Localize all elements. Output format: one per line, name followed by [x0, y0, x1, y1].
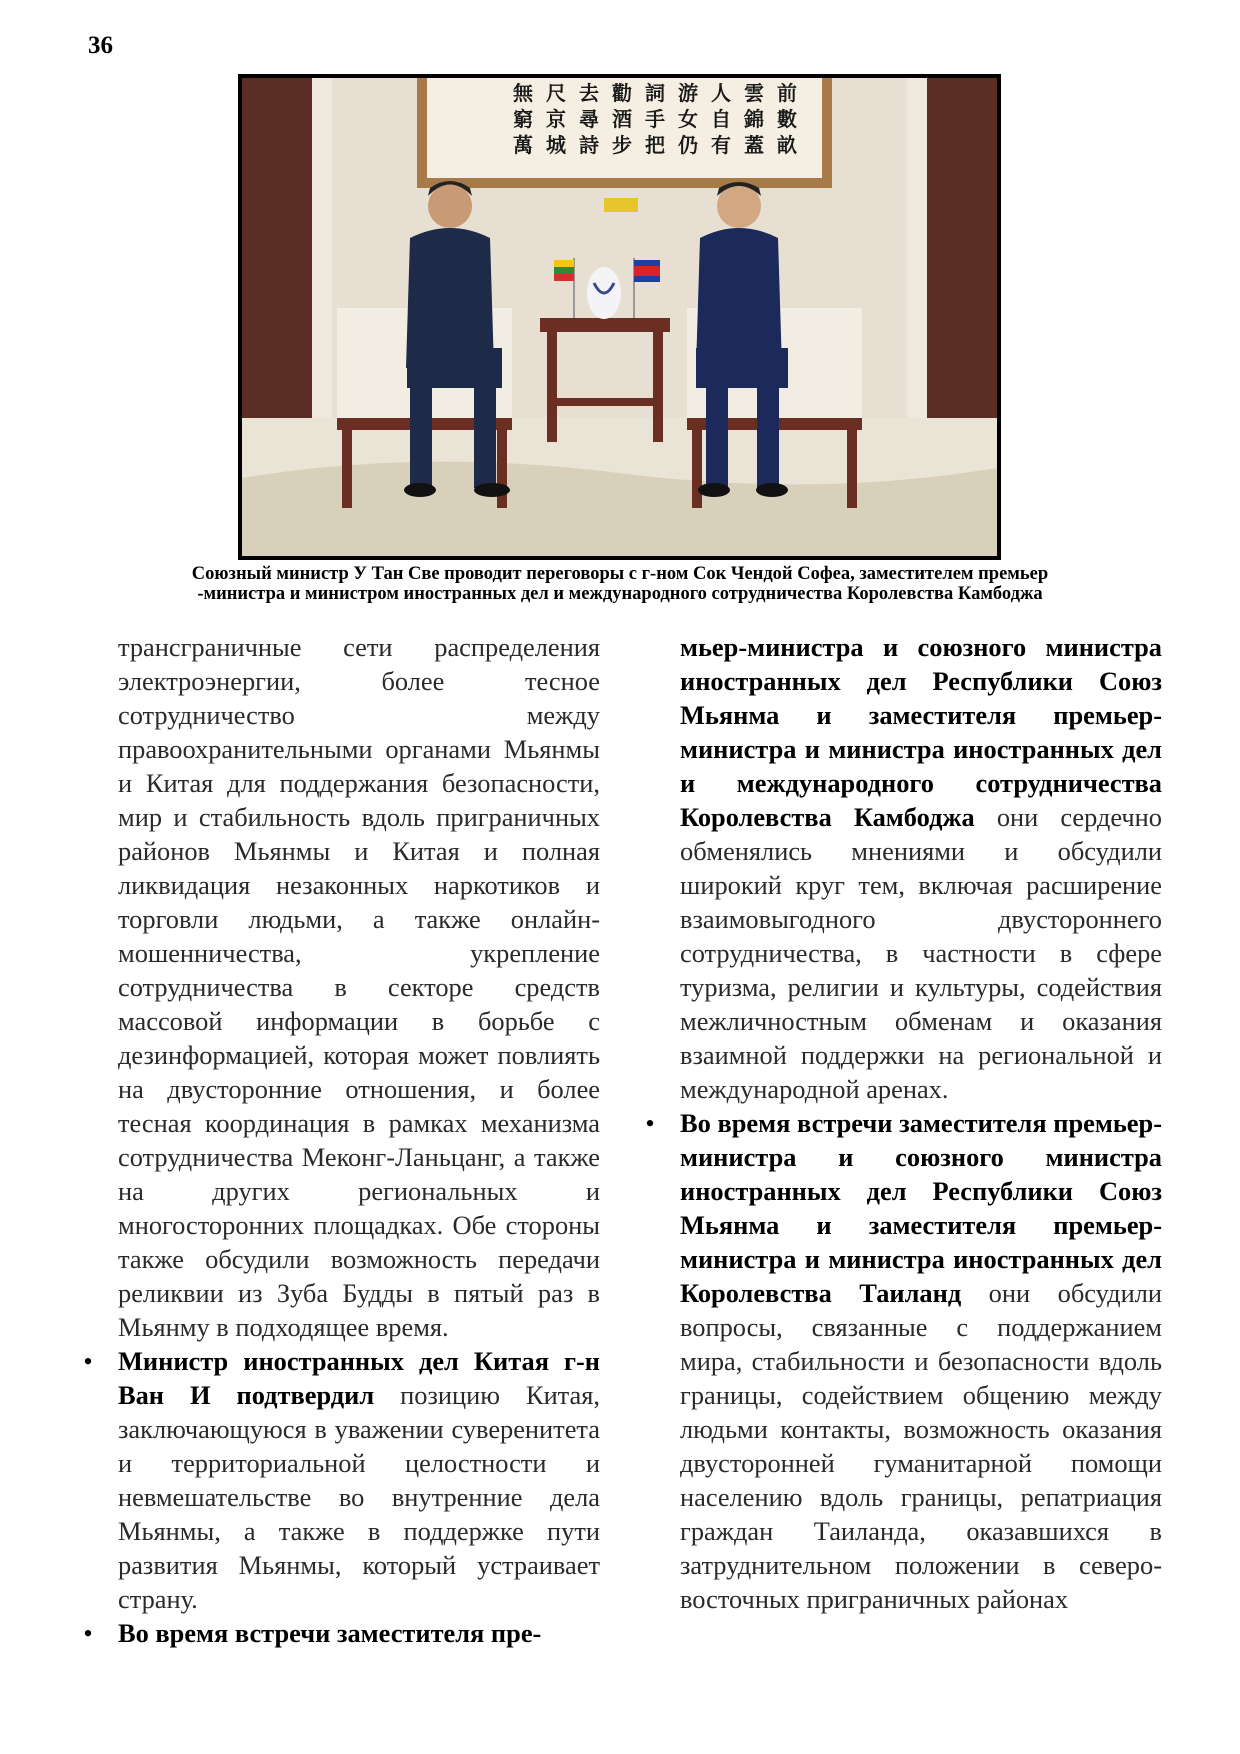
calligraphy-glyph: 城 — [546, 133, 566, 157]
calligraphy-glyph: 尋 — [579, 107, 599, 131]
calligraphy-glyph: 畝 — [777, 133, 797, 157]
bullet-icon: • — [645, 1108, 655, 1138]
list-item-wang-yi — [83, 1344, 600, 1616]
calligraphy-glyph: 詞 — [645, 81, 665, 105]
list-item-text: они обсудили вопросы, связанные с поддержанием мира, стабильности и безопасности вдоль границы, содействием общению между людьми контакты, возможность оказания двусторонней гуманитарной помощи населению вдоль границы, репатриация граждан Таиланда, оказавшихся в затруднительном положении в северо-восточных приграничных районах — [680, 1278, 1162, 1614]
calligraphy-glyph: 勸 — [612, 81, 632, 105]
calligraphy-glyph: 京 — [546, 107, 566, 131]
page-number: 36 — [88, 32, 113, 59]
calligraphy-glyph: 錦 — [744, 107, 764, 131]
calligraphy-glyph: 去 — [579, 81, 599, 105]
calligraphy-glyph: 尺 — [546, 81, 566, 105]
list-item-lead: Министр иностранных дел Китая г-н Ван И подтвердил — [118, 1346, 600, 1410]
calligraphy-glyph: 蓋 — [744, 133, 764, 157]
list-item-lead: Во время встречи заместителя премьер-министра и союзного министра иностранных дел Республики Союз Мьянма и заместителя премьер-министра и министра иностранных дел Королевства Таиланд — [680, 1108, 1162, 1308]
calligraphy-glyph: 仍 — [678, 133, 698, 157]
calligraphy-glyph: 游 — [678, 81, 698, 105]
calligraphy-glyph: 步 — [612, 133, 632, 157]
photo-caption — [120, 564, 1120, 604]
calligraphy-glyph: 把 — [645, 133, 665, 157]
calligraphy-glyph: 酒 — [612, 107, 632, 131]
bullet-icon: • — [83, 1618, 93, 1648]
list-item-text: позицию Китая, заключающуюся в уважении суверенитета и территориальной целостности и невмешательстве во внутренние дела Мьянмы, а также в поддержке пути развития Мьянмы, который устраивает страну. — [118, 1380, 600, 1614]
caption-line-1: Союзный министр У Тан Све проводит переговоры с г-ном Сок Чендой Софеа, заместителем премьер — [191, 564, 1049, 584]
calligraphy-glyph: 人 — [711, 81, 731, 105]
calligraphy-glyph: 窮 — [513, 107, 533, 131]
calligraphy-glyph: 詩 — [579, 133, 599, 157]
meeting-photo-illustration — [242, 78, 997, 556]
meeting-photo — [238, 74, 1001, 560]
calligraphy-glyph: 數 — [777, 107, 797, 131]
right-column — [645, 630, 1162, 1616]
paragraph-continuation: трансграничные сети распределения электроэнергии, более тесное сотрудничество между правоохранительными органами Мьянмы и Китая для поддержания безопасности, мир и стабильность вдоль приграничных районов Мьянмы и Китая и полная ликвидация незаконных наркотиков и торговли людьми, а также онлайн-мошенничества, укрепление сотрудничества в секторе средств массовой информации в борьбе с дезинформацией, которая может повлиять на двусторонние отношения, и более тесная координация в рамках механизма сотрудничества Меконг-Ланьцанг, а также на других региональных и многосторонних площадках. Обе стороны также обсудили возможность передачи реликвии из Зуба Будды в пятый раз в Мьянму в подходящее время. — [118, 632, 600, 1342]
list-item-thailand-meeting — [645, 1106, 1162, 1616]
calligraphy-glyph: 無 — [513, 81, 533, 105]
left-column — [83, 630, 600, 1650]
list-item-cambodia-meeting-continued — [680, 630, 1162, 1106]
list-item-cambodia-meeting — [83, 1616, 600, 1650]
calligraphy-glyph: 有 — [711, 133, 731, 157]
bullet-icon: • — [83, 1346, 93, 1376]
calligraphy-glyph: 萬 — [513, 133, 533, 157]
calligraphy-glyph: 雲 — [744, 81, 764, 105]
calligraphy-glyph: 前 — [777, 81, 797, 105]
caption-line-2: -министра и министром иностранных дел и международного сотрудничества Королевства Камбоджа — [197, 584, 1043, 604]
calligraphy-glyph: 自 — [711, 107, 731, 131]
list-item-lead: мьер-министра и союзного министра иностранных дел Республики Союз Мьянма и заместителя премьер-министра и министра иностранных дел и международного сотрудничества Королевства Камбоджа — [680, 632, 1162, 832]
calligraphy-glyph: 手 — [645, 107, 665, 131]
calligraphy-glyph: 女 — [678, 107, 698, 131]
list-item-lead: Во время встречи заместителя пре- — [118, 1618, 542, 1648]
list-item-text: они сердечно обменялись мнениями и обсудили широкий круг тем, включая расширение взаимовыгодного двустороннего сотрудничества, в частности в сфере туризма, религии и культуры, содействия межличностным обменам и оказания взаимной поддержки на региональной и международной аренах. — [680, 802, 1162, 1104]
